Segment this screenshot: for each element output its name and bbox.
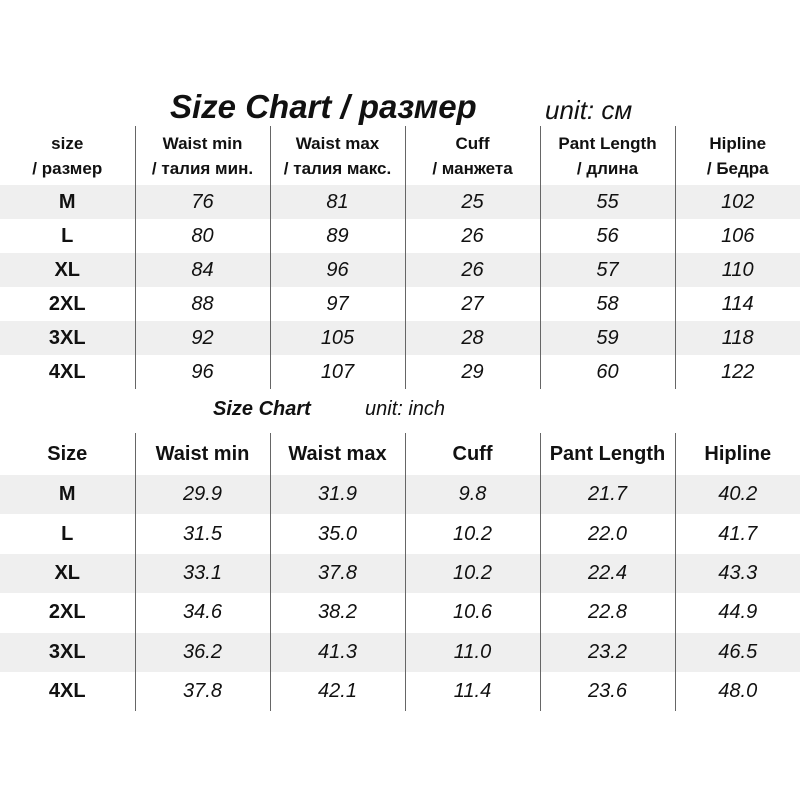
measurement-cell: 102 [675,185,800,219]
size-label-cell: 3XL [0,321,135,355]
table-row [0,185,800,219]
column-header: Waist min [135,433,270,475]
measurement-cell: 96 [270,253,405,287]
header-text: Hipline [709,133,767,153]
measurement-cell: 43.3 [675,554,800,593]
size-label-cell: M [0,475,135,514]
measurement-cell: 41.3 [270,633,405,672]
measurement-cell: 106 [675,219,800,253]
column-header [0,126,135,185]
measurement-cell: 31.5 [135,514,270,553]
cm-size-table [0,126,800,389]
measurement-cell: 42.1 [270,672,405,711]
measurement-cell: 55 [540,185,675,219]
measurement-cell: 33.1 [135,554,270,593]
column-header: Size [47,442,88,465]
table-row [0,219,800,253]
size-label-cell: 4XL [48,360,86,383]
column-header: Hipline [675,433,800,475]
measurement-cell: 56 [540,219,675,253]
measurement-cell: 38.2 [270,593,405,632]
measurement-cell: 92 [135,321,270,355]
size-label-cell: XL [0,554,135,593]
cm-unit-label: unit: см [545,95,633,125]
measurement-cell: 11.4 [405,672,540,711]
column-header [540,126,675,185]
table-row [0,633,800,672]
header-text: Waist max [295,133,380,153]
column-header [270,126,405,185]
column-header [135,126,270,185]
measurement-cell: 114 [675,287,800,321]
measurement-cell: 26 [405,219,540,253]
header-text: Waist min [162,133,243,153]
measurement-cell: 105 [270,321,405,355]
table-row [0,475,800,514]
table-row [0,514,800,553]
table-header-row [0,433,800,475]
measurement-cell: 60 [540,355,675,389]
measurement-cell: 25 [405,185,540,219]
column-header: Cuff [405,433,540,475]
measurement-cell: 84 [135,253,270,287]
measurement-cell: 29 [405,355,540,389]
measurement-cell: 10.6 [405,593,540,632]
measurement-cell: 96 [135,355,270,389]
measurement-cell: 37.8 [270,554,405,593]
measurement-cell: 37.8 [135,672,270,711]
inch-unit-label: unit: inch [365,398,446,420]
measurement-cell: 97 [270,287,405,321]
measurement-cell: 89 [270,219,405,253]
measurement-cell: 23.6 [540,672,675,711]
measurement-cell: 23.2 [540,633,675,672]
table-row [0,672,800,711]
measurement-cell: 110 [675,253,800,287]
measurement-cell: 21.7 [540,475,675,514]
measurement-cell: 44.9 [675,593,800,632]
header-text: / размер [32,158,103,178]
measurement-cell: 41.7 [675,514,800,553]
measurement-cell: 31.9 [270,475,405,514]
header-text: / талия макс. [283,158,392,178]
size-label-cell: L [61,224,74,247]
header-text: Pant Length [558,133,657,153]
header-text: / талия мин. [151,158,254,178]
measurement-cell: 107 [270,355,405,389]
size-label-cell: L [61,522,74,545]
measurement-cell: 46.5 [675,633,800,672]
table-row [0,593,800,632]
measurement-cell: 118 [675,321,800,355]
cm-chart-title: Size Chart / размер [170,88,477,125]
size-label-cell: 4XL [48,680,86,703]
column-header [405,126,540,185]
measurement-cell: 9.8 [405,475,540,514]
measurement-cell: 48.0 [675,672,800,711]
measurement-cell: 35.0 [270,514,405,553]
measurement-cell: 59 [540,321,675,355]
measurement-cell: 22.0 [540,514,675,553]
measurement-cell: 40.2 [675,475,800,514]
header-text: / манжета [432,158,513,178]
column-header: Pant Length [540,433,675,475]
measurement-cell: 76 [135,185,270,219]
measurement-cell: 22.8 [540,593,675,632]
header-text: size [51,133,84,153]
size-label-cell: 2XL [48,601,86,624]
measurement-cell: 88 [135,287,270,321]
measurement-cell: 26 [405,253,540,287]
table-row [0,554,800,593]
table-row [0,253,800,287]
size-label-cell: 2XL [48,292,86,315]
measurement-cell: 58 [540,287,675,321]
table-header-row [0,126,800,185]
measurement-cell: 22.4 [540,554,675,593]
measurement-cell: 36.2 [135,633,270,672]
header-text: / длина [576,158,639,178]
column-header: Waist max [270,433,405,475]
size-label-cell: M [0,185,135,219]
column-header [675,126,800,185]
measurement-cell: 81 [270,185,405,219]
measurement-cell: 122 [675,355,800,389]
measurement-cell: 28 [405,321,540,355]
inch-chart-title: Size Chart [213,398,311,420]
measurement-cell: 57 [540,253,675,287]
size-label-cell: XL [0,253,135,287]
size-label-cell: 3XL [0,633,135,672]
measurement-cell: 10.2 [405,554,540,593]
measurement-cell: 11.0 [405,633,540,672]
table-row [0,287,800,321]
table-row [0,355,800,389]
header-text: / Бедра [706,158,769,178]
measurement-cell: 80 [135,219,270,253]
inch-size-table [0,433,800,711]
header-text: Cuff [455,133,490,153]
table-row [0,321,800,355]
measurement-cell: 29.9 [135,475,270,514]
measurement-cell: 34.6 [135,593,270,632]
measurement-cell: 27 [405,287,540,321]
measurement-cell: 10.2 [405,514,540,553]
